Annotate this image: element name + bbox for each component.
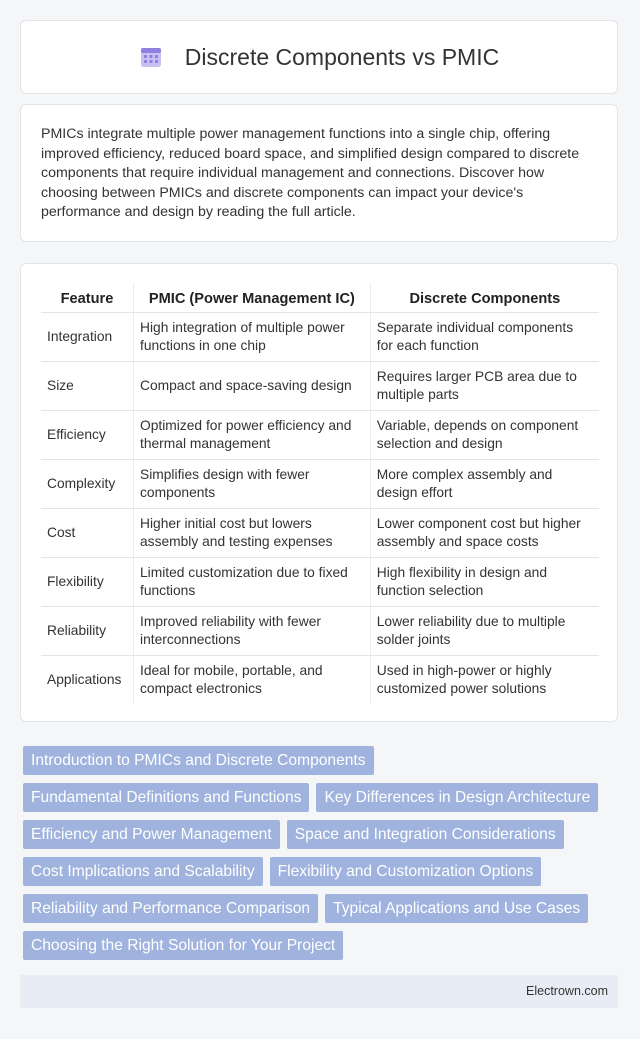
feature-cell: Size	[41, 362, 134, 411]
discrete-cell: More complex assembly and design effort	[370, 460, 599, 509]
feature-cell: Efficiency	[41, 411, 134, 460]
header-feature: Feature	[60, 291, 114, 307]
topic-tag-link[interactable]: Flexibility and Customization Options	[270, 857, 542, 886]
table-row	[41, 411, 599, 460]
feature-cell: Reliability	[41, 607, 134, 656]
pmic-cell: Limited customization due to fixed functions	[134, 558, 371, 607]
discrete-cell: High flexibility in design and function selection	[370, 558, 599, 607]
discrete-cell: Used in high-power or highly customized power solutions	[370, 656, 599, 705]
comparison-table	[41, 284, 599, 704]
topic-tags	[23, 746, 623, 968]
footer	[20, 975, 618, 1008]
discrete-cell: Requires larger PCB area due to multiple parts	[370, 362, 599, 411]
feature-cell: Applications	[41, 656, 134, 705]
table-row	[41, 509, 599, 558]
calendar-grid-icon	[139, 45, 163, 69]
discrete-cell: Separate individual components for each function	[370, 313, 599, 362]
pmic-cell: Ideal for mobile, portable, and compact electronics	[134, 656, 371, 705]
table-row	[41, 362, 599, 411]
feature-cell: Complexity	[41, 460, 134, 509]
intro-card	[20, 104, 618, 242]
pmic-cell: Improved reliability with fewer interconnections	[134, 607, 371, 656]
table-header-row	[41, 284, 599, 313]
table-row	[41, 313, 599, 362]
topic-tag-link[interactable]: Fundamental Definitions and Functions	[23, 783, 309, 812]
page-title: Discrete Components vs PMIC	[184, 43, 500, 70]
discrete-cell: Variable, depends on component selection and design	[370, 411, 599, 460]
topic-tag-link[interactable]: Key Differences in Design Architecture	[316, 783, 598, 812]
topic-tag-link[interactable]: Space and Integration Considerations	[287, 820, 564, 849]
pmic-cell: Compact and space-saving design	[134, 362, 371, 411]
feature-cell: Flexibility	[41, 558, 134, 607]
table-row	[41, 656, 599, 705]
intro-paragraph: PMICs integrate multiple power management functions into a single chip, offering improved efficiency, reduced board space, and simplified design compared to discrete components that require individual management and connections. Discover how choosing between PMICs and discrete components can impact your device's performance and design by reading the full article.	[41, 126, 580, 220]
title-card	[20, 20, 618, 94]
feature-cell: Cost	[41, 509, 134, 558]
footer-source: Electrown.com	[526, 984, 608, 998]
pmic-cell: Simplifies design with fewer components	[134, 460, 371, 509]
pmic-cell: Optimized for power efficiency and thermal management	[134, 411, 371, 460]
discrete-cell: Lower component cost but higher assembly and space costs	[370, 509, 599, 558]
topic-tag-link[interactable]: Typical Applications and Use Cases	[325, 894, 588, 923]
pmic-cell: High integration of multiple power functions in one chip	[134, 313, 371, 362]
topic-tag-link[interactable]: Introduction to PMICs and Discrete Components	[23, 746, 374, 775]
comparison-card	[20, 263, 618, 722]
topic-tag-link[interactable]: Choosing the Right Solution for Your Project	[23, 931, 343, 960]
topic-tag-link[interactable]: Efficiency and Power Management	[23, 820, 280, 849]
feature-cell: Integration	[41, 313, 134, 362]
header-discrete: Discrete Components	[370, 284, 599, 313]
discrete-cell: Lower reliability due to multiple solder joints	[370, 607, 599, 656]
table-row	[41, 607, 599, 656]
pmic-cell: Higher initial cost but lowers assembly and testing expenses	[134, 509, 371, 558]
header-pmic: PMIC (Power Management IC)	[134, 284, 371, 313]
topic-tag-link[interactable]: Reliability and Performance Comparison	[23, 894, 318, 923]
topic-tag-link[interactable]: Cost Implications and Scalability	[23, 857, 263, 886]
table-row	[41, 460, 599, 509]
table-row	[41, 558, 599, 607]
